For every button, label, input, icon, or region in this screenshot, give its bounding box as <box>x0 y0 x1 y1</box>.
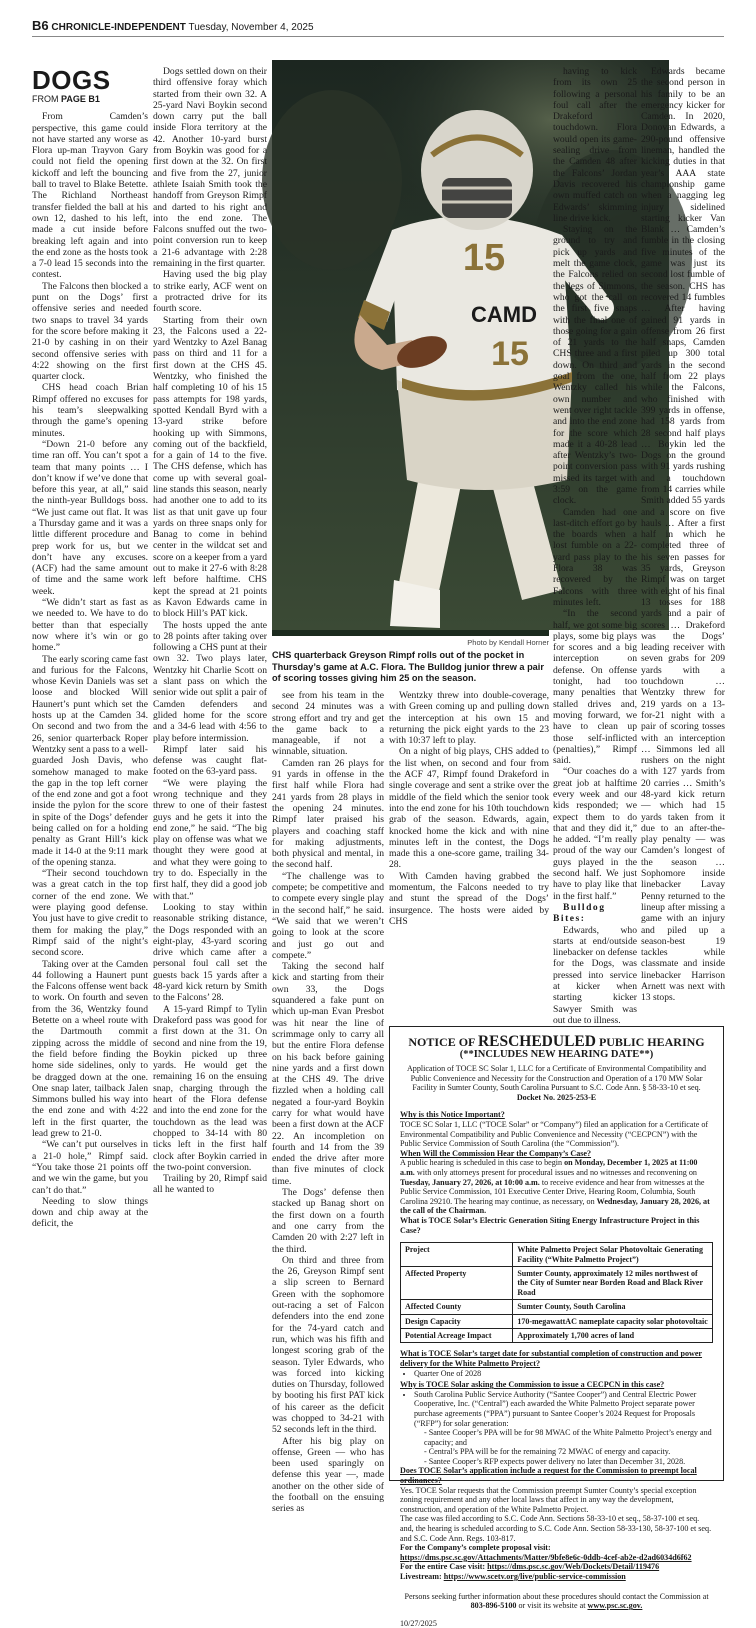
paragraph: The early scoring came fast and furious for the Falcons, whose Kevin Daniels was set loose and blocked Will Haunert’s punt which set the hosts up at the Camden 34. On second and two from the 26, senior quarterback Roper Wentzky sent a pass to a well-guarded Josh Davis, who somehow managed to make the gap in the top left corner of the end zone and got a foot inside the pylon for the score in spite of the Dogs’ defender being called on for a holding penalty as Grant Hill’s kick made it 14-0 at the 9:11 mark of the opening stanza. <box>32 653 149 868</box>
paragraph: Taking over at the Camden 44 following a Haunert punt the Falcons offense went back to work. On fourth and seven from the 36, Wentzky found Betette on a wheel route with the Dartmouth commit zipping across the middle of the field before finding the home side sidelines, only to be dragged down at the one. One snap later, tailback Jalen Simmons bulled his way into the end zone and with 4:22 left in the first quarter, the lead grew to 21-0. <box>32 958 148 1140</box>
why-ask-list <box>400 1390 713 1428</box>
story-column-3-final <box>272 690 384 1515</box>
why-heading: Why is this Notice Important? <box>400 1110 505 1120</box>
table-value: Sumter County, South Carolina <box>513 1300 713 1314</box>
paragraph: On third and three from the 26, Greyson Rimpf sent a slip screen to Bernard Green with the sophomore out-racing a set of Falcon defenders into the end zone for the 74-yard catch and run, which was his fifth and longest scoring grab of the season. Tyler Edwards, who was forced into kicking duties on Thursday, followed by booting his first PAT kick of his career as the deficit was chopped to 34-21 with 52 seconds left in the third. <box>272 1254 384 1436</box>
table-value: Approximately 1,700 acres of land <box>513 1328 713 1342</box>
preempt-heading: Does TOCE Solar’s application include a request for the Commission to preempt local ordinances? <box>400 1466 697 1486</box>
paragraph: From Camden’s perspective, this game could not have started any worse as Flora up-man Trayvon Gary could not field the opening kickoff and left the bouncing ball to travel to Blake Betette. The Richland Northeast transfer fielded the ball at his own 12, dashed to his left, made a cut inside before breaking left again and into the end zone as the hosts took a 7-0 lead 15 seconds into the contest. <box>32 111 148 281</box>
jump-from-line <box>32 94 148 105</box>
photo-caption: CHS quarterback Greyson Rimpf rolls out of the pocket in Thursday’s game at A.C. Flora. The Bulldog junior threw a pair of scoring tosses giving him 25 on the season. <box>272 650 544 683</box>
proposal-label: For the Company’s complete proposal visit: <box>400 1543 551 1553</box>
contact-mid: or visit its website at <box>516 1601 588 1611</box>
table-label: Design Capacity <box>401 1314 513 1328</box>
contact-line <box>400 1592 713 1611</box>
table-row <box>401 1300 713 1314</box>
table-row <box>401 1243 713 1267</box>
table-value: 170-megawattAC nameplate capacity solar photovoltaic <box>513 1314 713 1328</box>
jump-from-label: FROM <box>32 94 59 104</box>
jersey-text: CAMD <box>471 302 537 327</box>
why-text: TOCE SC Solar 1, LLC (“TOCE Solar” or “Company”) filed an application for a Certificate of Environmental Compatibility and Public Convenience and Necessity (“CECPCN”) with the Public Service Commission of South Carolina (the “Commission”). <box>400 1119 709 1149</box>
story-column-six <box>641 66 725 1021</box>
paragraph: Starting from their own 23, the Falcons used a 22-yard Wentzky to Azel Banag pass on third and 11 for a first down at the CHS 45. Wentzky, who finished the half completing 10 of his 15 pass attempts for 198 yards, spotted Kendall Byrd with a 13-yard strike before hooking up with Simmons, coming out of the backfield, for a gain of 14 to the five. The CHS defense, which has come up with several goal-line stands this season, nearly had another one to add to its list as that unit gave up four yards on three snaps only for Banag to come in behind center in the wildcat set and score on a keeper from a yard out to make it 27-6 with 8:28 left before halftime. CHS kept the spread at 21 points as Kavon Edwards came in to block Hill’s PAT kick. <box>153 314 268 620</box>
paragraph: “Our coaches do a great job at halftime every week and our kids responded; we expect them to do that and they did it,” he added. “I’m really proud of the way our guys played in the second half. We just have to play like that in the first half.” <box>553 766 637 902</box>
notice-title <box>400 1035 713 1049</box>
jersey-number: 15 <box>462 237 506 279</box>
paragraph: Camden ran 26 plays for 91 yards in offense in the first half while Flora had 241 yards from 28 plays in the opening 24 minutes. Rimpf later praised his players and coaching staff for making adjustments, both physical and mental, in the second half. <box>272 757 384 871</box>
notice-title-big: RESCHEDULED <box>477 1033 596 1050</box>
paragraph: The hosts upped the ante to 28 points after taking over following a CHS punt at their own 32. Two plays later, Wentzky hit Charlie Scott on a slant pass on which the senior wide out split a pair of Camden defenders and glided home for the score and a 34-6 lead with 4:56 to play before intermission. <box>153 619 267 744</box>
filed-text: The case was filed according to S.C. Code Ann. Sections 58-33-10 et seq., 58-37-100 et seq. and, the hearing is scheduled according to S.C. Code Ann. Section 58-33-130, 58-37-100 et seq. and S.C. Code Ann. Regs. 103-817. <box>400 1514 712 1543</box>
paragraph: CHS head coach Brian Rimpf offered no excuses for his team’s sleepwalking through the game’s opening minutes. <box>32 382 148 439</box>
paragraph: “In the second half, we got some big plays, some big plays for scores and a big interception on defense. On offense tonight, had too many penalties that stalled drives and, moving forward, we have to clean up those self-inflicted (penalties),” Rimpf said. <box>553 608 637 767</box>
paragraph: “We can’t put ourselves in a 21-0 hole,” Rimpf said. “You take those 21 points off and we win the game, but you can’t do that.” <box>32 1139 148 1196</box>
list-item: - Santee Cooper’s PPA will be for 98 MWAC of the White Palmetto Project’s energy and capacity; and <box>424 1428 712 1447</box>
livestream-link[interactable]: https://www.scetv.org/live/public-service-commission <box>443 1572 626 1581</box>
svg-text:15: 15 <box>491 335 529 373</box>
table-row <box>401 1314 713 1328</box>
project-heading: What is TOCE Solar’s Electric Generation Siting Energy Infrastructure Project in this Case? <box>400 1215 700 1235</box>
paragraph: After his big play on offense, Green — who has been used sparingly on defense this year —, made another on the other side of the football on the ensuing series as <box>272 1435 384 1515</box>
paragraph: “We were playing the wrong technique and they threw to one of their fastest guys and he gets it into the end zone,” he said. “The big play on offense was what we thought they were good at and what they were going to try to do. Especially in the first half, they did a good job with that.” <box>153 777 267 902</box>
publication-name: CHRONICLE-INDEPENDENT <box>51 22 186 33</box>
paragraph: A 15-yard Rimpf to Tylin Drakeford pass was good for a first down at the 31. On second and nine from the 19, Boykin picked up three yards. He would get the remaining 16 on the ensuing snap, charging through the heart of the Flora defense and into the end zone for the touchdown as the lead was chopped to 34-14 with 80 ticks left in the first half clock after Boykin carried in the two-point conversion. <box>153 1003 267 1173</box>
notice-intro-text: Application of TOCE SC Solar 1, LLC for a Certificate of Environmental Compatibility and Public Convenience and Necessity for the Construction and Operation of a 170 MW Solar Facility in Sumter County, South Carolina Pursuant to S.C. Code Ann. § 58-33-10 et seq. <box>406 1064 707 1093</box>
story-kicker: DOGS <box>32 65 111 95</box>
table-value: White Palmetto Project Solar Photovoltaic Generating Facility (“White Palmetto Project”) <box>513 1243 713 1267</box>
list-item: - Central’s PPA will be for the remaining 72 MWAC of energy and capacity. <box>424 1447 671 1457</box>
list-item: • Quarter One of 2028 <box>414 1369 713 1379</box>
table-label: Project <box>401 1243 513 1267</box>
story-column-4 <box>389 690 549 1024</box>
paragraph: Taking the second half kick and starting from their own 33, the Dogs squandered a fake punt on which up-man Evan Presbot was hit near the line of scrimmage only to carry all but the entire Flora defense on his back before gaining nine yards and a first down at the CHS 49. The drive fizzled when a holding call negated a four-yard Boykin carry for what would have been a first down at the ACF 22. An incompletion on fourth and 14 from the 39 ended the drive after more than five minutes of clock time. <box>272 961 384 1187</box>
paragraph: “Their second touchdown was a great catch in the top corner of the end zone. We were playing good defense. You just have to give credit to them for making the play,” Rimpf said of the night’s second score. <box>32 868 148 959</box>
paragraph: The Falcons then blocked a punt on the Dogs’ first offensive series and needed two snaps to travel 34 yards for the score before making it 21-0 by cashing in on their second offensive series with 4:22 showing on the first quarter clock. <box>32 280 148 383</box>
page-number: B6 <box>32 18 49 33</box>
entire-case-link[interactable]: https://dms.psc.sc.gov/Web/Dockets/Detail/119476 <box>487 1562 660 1572</box>
paragraph: Staying on the ground to try and pick up yards and melt the game clock, the Falcons relied on the legs of Simmons, who got the call on the first five snaps with the final one of those going for a gain of 21 yards to the CHS three and a first down. On third and goal from the one, Wentzky called his own number and went over right tackle and into the end zone for the score which made it a 40-28 lead after Wentzky’s two-point conversion pass missed its target with 3:59 on the game clock. <box>553 224 637 507</box>
entire-case-line <box>400 1562 713 1572</box>
when-heading: When Will the Commission Hear the Company’s Case? <box>400 1148 592 1158</box>
paragraph: having to kick from its own 25 following a personal foul call after the Drakeford touchdown. Flora would open its game-sealing drive from the Camden 48 after the Falcons’ Jordan Davis recovered his own muffed catch on Edwards’ skimming line drive kick. <box>553 66 637 224</box>
paragraph: Trailing by 20, Rimpf said all he wanted to <box>153 1173 267 1196</box>
preempt-text: Yes. TOCE Solar requests that the Commission preempt Sumter County’s special exception zoning requirement and any other local laws that affect in any way the development, construction, and operation of the White Palmetto Project. <box>400 1485 697 1514</box>
table-value: Sumter County, approximately 12 miles northwest of the City of Sumter near Borden Road and Black River Road <box>513 1266 713 1299</box>
when-text <box>400 1158 713 1216</box>
paragraph: “We didn’t start as fast as we needed to. We have to do better than that especially now where it’s win or go home.” <box>32 597 148 654</box>
paragraph: Wentzky threw into double-coverage, with Green coming up and pulling down the interception at his own 15 and returning the pick eight yards to the 23 with 10:37 left to play. <box>389 690 549 747</box>
when-date-1: on Monday, December 1, 2025 at 11:00 a.m. <box>400 1158 698 1177</box>
ppa-sublist <box>400 1428 713 1466</box>
contact-text: Persons seeking further information about these procedures should contact the Commission at <box>404 1591 709 1601</box>
target-heading: What is TOCE Solar’s target date for substantial completion of construction and power delivery for the White Palmetto Project? <box>400 1349 703 1368</box>
paragraph: “The challenge was to compete; be competitive and to compete every single play in the second half,” he said. “We said that we weren’t going to look at the score and just go out and compete.” <box>272 870 384 961</box>
why-ask-heading: Why is TOCE Solar asking the Commission to issue a CECPCN in this case? <box>400 1380 665 1390</box>
list-item: - Santee Cooper’s RFP expects power delivery no later than December 31, 2028. <box>424 1456 686 1466</box>
target-list <box>400 1369 713 1379</box>
entire-case-label: For the entire Case visit: <box>400 1562 488 1572</box>
notice-title-pre: NOTICE OF <box>408 1035 478 1049</box>
public-hearing-notice <box>389 1026 724 1628</box>
photo-credit: Photo by Kendall Horner <box>467 638 549 647</box>
livestream-line <box>400 1572 713 1582</box>
story-column-2-final <box>153 66 267 1496</box>
notice-date: 10/27/2025 <box>400 1618 437 1628</box>
jump-from-page: PAGE B1 <box>61 94 100 104</box>
story-column-1 <box>32 66 148 1496</box>
proposal-line <box>400 1543 713 1562</box>
paragraph: Dogs settled down on their third offensive foray which started from their own 32. A 25-yard Navi Boykin second down carry put the ball inside Flora territory at the 42. Another 10-yard burst from Boykin was good for a first down at the 32. On first and five from the 27, junior athlete Isaiah Smith took the handoff from Greyson Rimpf and darted to his right and into the end zone. The Falcons snuffed out the two-point conversion run to keep a 21-6 advantage with 2:28 remaining in the first quarter. <box>153 66 267 270</box>
bulldog-bites-heading <box>553 902 637 925</box>
when-date-3: Wednesday, January 28, 2026, at the call of the Chairman. <box>400 1196 710 1216</box>
paragraph: “Down 21-0 before any time ran off. You can’t spot a team that many points … I don’t know if we’ve done that before this year, at all,” said the ninth-year Bulldogs boss. “We just came out flat. It was a Thursday game and it was a little different procedure and prep work for us, but we don’t have any excuses. (ACF) had the same amount of time and the same work week. <box>32 438 148 597</box>
paragraph: Camden had one last-ditch effort go by the boards when a lost fumble on a 22-yard pass play to the Flora 38 was recovered by the Falcons with three minutes left. <box>553 506 637 608</box>
table-label: Affected Property <box>401 1266 513 1299</box>
project-table <box>400 1242 713 1343</box>
bulldog-bites-label: Bulldog Bites: <box>553 901 606 925</box>
commission-website-link[interactable]: www.psc.sc.gov. <box>587 1601 643 1611</box>
proposal-link[interactable]: https://dms.psc.sc.gov/Attachments/Matter/9bfe8e6c-0ddb-4cef-ab2e-d2ad6034d6f62 <box>400 1552 692 1562</box>
notice-subtitle: (**INCLUDES NEW HEARING DATE**) <box>459 1049 654 1060</box>
issue-date: Tuesday, November 4, 2025 <box>188 22 314 33</box>
contact-phone: 803-896-5100 <box>470 1601 517 1611</box>
paragraph: Edwards became the second person in his family to be an emergency kicker for Camden. In 2020, Donovan Edwards, a 290-pound offensive lineman, handled the kicking duties in that year’s AAA state championship game when a nagging leg injury sidelined starting kicker Van Blank … Camden’s fumble in the closing five minutes of the game was just its second lost fumble of the season. CHS has recovered 14 fumbles … After having gained 91 yards in offense from 26 first half snaps, Camden piled up 300 total yards in the second half from 22 plays while the Falcons, who finished with 399 yards in offense, had 158 yards from 28 second half plays … Boykin led the Dogs on the ground with 91 yards rushing and a touchdown from 14 carries while Smith added 55 yards and a score on five hauls … After a first half in which he completed three of his seven passes for 35 yards, Greyson Rimpf was on target with eight of his final 13 tosses for 188 yards and a pair of scores … Drakeford was the Dogs’ leading receiver with seven grabs for 209 yards with a touchdown … Wentzky threw for 219 yards on a 13-for-21 night with a pair of scoring tosses with an interception … Simmons led all rushers on the night with 127 yards from 20 carries … Smith’s 48-yard kick return — which had 15 yards taken from it due to an after-the-play penalty — was Camden’s longest of the season … Sophomore inside linebacker Lavay Penny returned to the lineup after missing a game with an injury and piled up a season-best 19 tackles while classmate and inside linebacker Harrison Arnett was next with 13 stops. <box>641 66 725 1004</box>
paragraph: Needing to slow things down and chip away at the deficit, the <box>32 1195 148 1230</box>
livestream-label: Livestream: <box>400 1572 444 1581</box>
table-row <box>401 1266 713 1299</box>
list-item: • South Carolina Public Service Authority (“Santee Cooper”) and Central Electric Power Cooperative, Inc. (“Central”) each awarded the White Palmetto Project separate power purchase agreements (“PPA”) pursuant to Santee Cooper’s 2024 Request for Proposals (“RFP”) for solar generation: <box>414 1390 713 1428</box>
when-part: to receive evidence and hear from witnesses at the Public Service Commission, 101 Executive Center Drive, Hearing Room, Columbia, South Carolina 29210. The hearing may continue, as necessary, on <box>400 1177 705 1206</box>
paragraph: Rimpf later said his defense was caught flat-footed on the 63-yard pass. <box>153 743 267 778</box>
paragraph: On a night of big plays, CHS added to the list when, on second and four from the ACF 47, Rimpf found Drakeford in single coverage and sent a strike over the middle of the field which the senior took into the end zone for his 10th touchdown grab of the season. Edwards, again, knocked home the kick and with nine minutes left in the contest, the Dogs made this a one-score game, trailing 34-28. <box>389 746 549 871</box>
notice-title-post: PUBLIC HEARING <box>595 1035 705 1049</box>
game-photo <box>272 60 549 636</box>
paragraph: Edwards, who starts at end/outside linebacker on defense for the Dogs, was pressed into service at kicker when starting kicker Sawyer Smith was out due to illness. <box>553 924 637 1026</box>
paragraph: With Camden having grabbed the momentum, the Falcons needed to try and stunt the spread of the Dogs’ insurgence. The hosts were aided by CHS <box>389 870 549 927</box>
paragraph: see from his team in the second 24 minutes was a strong effort and try and get the game back to a manageable, if not a winnable, situation. <box>272 690 384 758</box>
paragraph: The Dogs’ defense then stacked up Banag short on the first down on a fourth and one carry from the Camden 20 with 2:27 left in the third. <box>272 1187 384 1255</box>
table-label: Affected County <box>401 1300 513 1314</box>
page-header <box>32 18 724 37</box>
when-date-2: Tuesday, January 27, 2026, at 10:00 a.m. <box>400 1177 540 1187</box>
table-label: Potential Acreage Impact <box>401 1328 513 1342</box>
table-row <box>401 1328 713 1342</box>
when-part: A public hearing is scheduled in this case to begin <box>400 1158 565 1168</box>
notice-intro <box>400 1064 713 1102</box>
paragraph: Having used the big play to strike early, ACF went on a protracted drive for its fourth score. <box>153 269 267 315</box>
when-part: with only attorneys present for procedural issues and no witnesses and reconvening on <box>414 1167 697 1177</box>
docket-number: Docket No. 2025-253-E <box>516 1092 597 1102</box>
story-column-five <box>553 66 637 1026</box>
paragraph: Looking to stay within reasonable striking distance, the Dogs responded with an eight-play, 43-yard scoring drive which came after a personal foul call set the guests back 15 yards after a 48-yard kick return by Smith to the Falcons’ 28. <box>153 901 267 1004</box>
